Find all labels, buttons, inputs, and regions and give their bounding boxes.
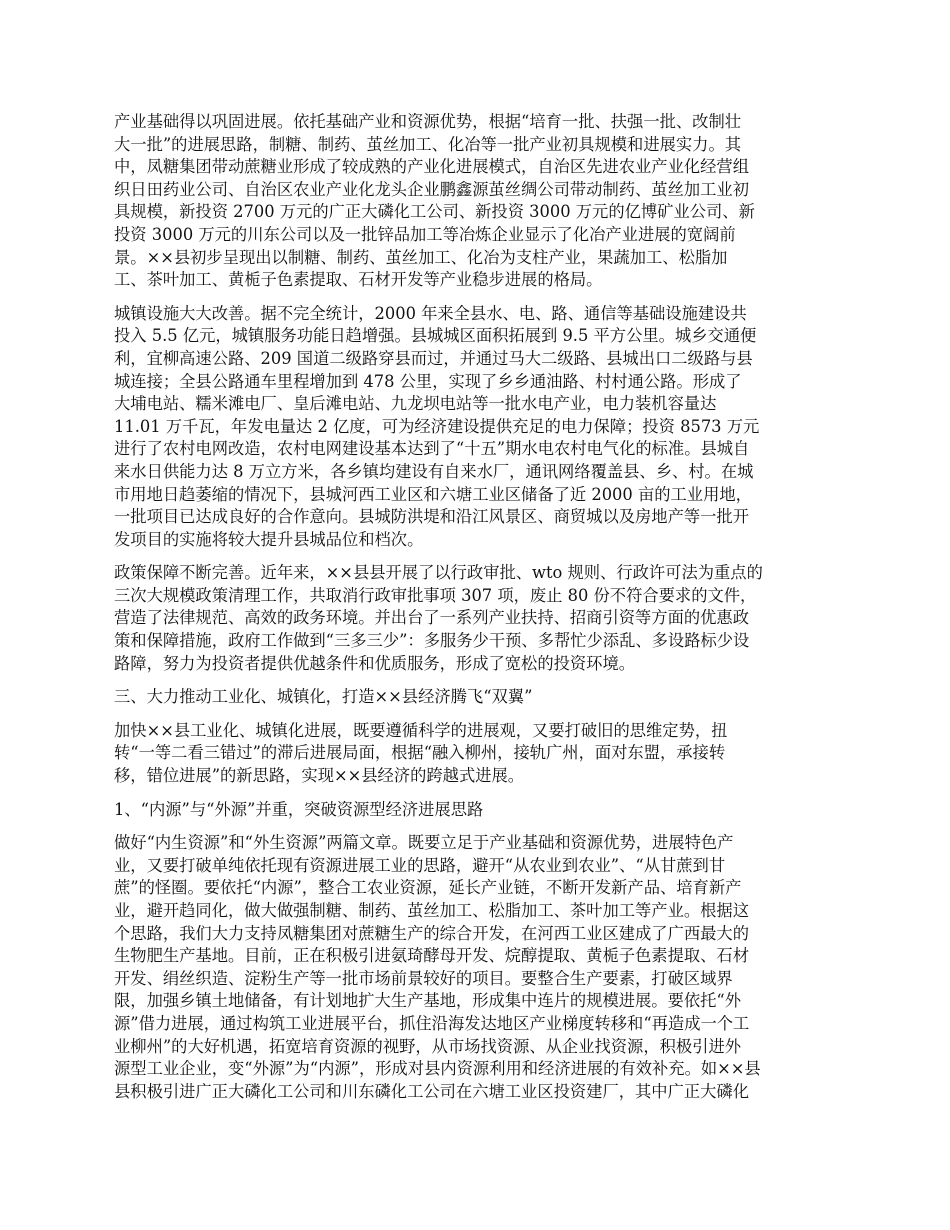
text-line: 营造了法律规范、高效的政务环境。并出台了一系列产业扶持、招商引资等方面的优惠政 [114, 608, 749, 628]
text-line: 三次大规模政策清理工作，共取消行政审批事项 307 项，废止 80 份不符合要求的文件， [114, 585, 757, 605]
text-line: 产业基础得以巩固进展。依托基础产业和资源优势，根据“培育一批、扶强一批、改制壮 [114, 112, 742, 131]
text-line: 工、茶叶加工、黄栀子色素提取、石材开发等产业稳步进展的格局。 [114, 270, 603, 290]
text-line: 大一批”的进展思路，制糖、制药、茧丝加工、化冶等一批产业初具规模和进展实力。其 [114, 134, 742, 154]
paragraph [114, 686, 842, 709]
text-line: 源”借力进展，通过构筑工业进展平台，抓住沿海发达地区产业梯度转移和“再造成一个工 [114, 1013, 750, 1033]
text-line: 织日田药业公司、自治区农业产业化龙头企业鹏鑫源茧丝绸公司带动制药、茧丝加工业初 [114, 179, 749, 199]
text-line: 做好“内生资源”和“外生资源”两篇文章。既要立足于产业基础和资源优势，进展特色产 [114, 833, 734, 853]
text-line: 蔗”的怪圈。要依托“内源”，整合工农业资源，延长产业链，不断开发新产品、培育新产 [114, 878, 742, 898]
text-line: 城镇设施大大改善。据不完全统计，2000 年来全县水、电、路、通信等基础设施建设共 [114, 303, 747, 323]
text-line: 加快××县工业化、城镇化进展，既要遵循科学的进展观，又要打破旧的思维定势，扭 [114, 720, 728, 740]
paragraph [114, 303, 842, 552]
text-line: 源型工业企业，变“外源”为“内源”，形成对县内资源利用和经济进展的有效补充。如××县 [114, 1059, 761, 1079]
text-line: 中，凤糖集团带动蔗糖业形成了较成熟的产业化进展模式，自治区先进农业产业化经营组 [114, 157, 749, 177]
text-line: 景。××县初步呈现出以制糖、制药、茧丝加工、化冶为支柱产业，果蔬加工、松脂加 [114, 247, 728, 267]
paragraph [114, 720, 842, 788]
paragraph [114, 832, 842, 1103]
text-line: 转“一等二看三错过”的滞后进展局面，根据“融入柳州，接轨广州，面对东盟，承接转 [114, 743, 726, 763]
text-line: 个思路，我们大力支持凤糖集团对蔗糖生产的综合开发，在河西工业区建成了广西最大的 [114, 923, 749, 943]
text-line: 业柳州”的大好机遇，拓宽培育资源的视野，从市场找资源、从企业找资源，积极引进外 [114, 1036, 742, 1056]
text-line: 业，避开趋同化，做大做强制糖、制药、茧丝加工、松脂加工、茶叶加工等产业。根据这 [114, 901, 749, 920]
text-line: 政策保障不断完善。近年来，××县县开展了以行政审批、wto 规则、行政许可法为重点的 [114, 563, 763, 583]
text-line: 业，又要打破单纯依托现有资源进展工业的思路，避开“从农业到农业”、“从甘蔗到甘 [114, 855, 726, 875]
text-line: 大埔电站、糯米滩电厂、皇后滩电站、九龙坝电站等一批水电产业，电力装机容量达 [114, 394, 717, 414]
text-line: 市用地日趋萎缩的情况下，县城河西工业区和六塘工业区储备了近 2000 亩的工业用地， [114, 484, 752, 504]
text-line: 进行了农村电网改造，农村电网建设基本达到了“十五”期水电农村电气化的标准。县城自 [114, 439, 750, 459]
paragraph [114, 562, 842, 675]
text-line: 投入 5.5 亿元，城镇服务功能日趋增强。县城城区面积拓展到 9.5 平方公里。城乡交通便 [114, 326, 757, 346]
text-line: 城连接；全县公路通车里程增加到 478 公里，实现了乡乡通油路、村村通公路。形成了 [114, 371, 742, 391]
text-line: 11.01 万千瓦，年发电量达 2 亿度，可为经济建设提供充足的电力保障；投资 8573 万元 [114, 416, 760, 436]
text-line: 策和保障措施，政府工作做到“三多三少”：多服务少干预、多帮忙少添乱、多设路标少设 [114, 631, 750, 651]
text-line: 利，宜柳高速公路、209 国道二级路穿县而过，并通过马大二级路、县城出口二级路与县 [114, 348, 753, 368]
text-line: 来水日供能力达 8 万立方米，各乡镇均建设有自来水厂，通讯网络覆盖县、乡、村。在城 [114, 461, 754, 481]
text-line: 发项目的实施将较大提升县城品位和档次。 [114, 529, 424, 549]
text-line: 移，错位进展”的新思路，实现××县经济的跨越式进展。 [114, 766, 525, 786]
text-line: 1、“内源”与“外源”并重，突破资源型经济进展思路 [114, 799, 484, 819]
paragraph [114, 111, 842, 292]
paragraph [114, 799, 842, 822]
text-line: 三、大力推动工业化、城镇化，打造××县经济腾飞“双翼” [114, 687, 533, 707]
text-line: 投资 3000 万元的川东公司以及一批锌品加工等冶炼企业显示了化冶产业进展的宽阔前 [114, 224, 736, 244]
text-line: 一批项目已达成良好的合作意向。县城防洪堤和沿江风景区、商贸城以及房地产等一批开 [114, 507, 749, 527]
text-line: 路障，努力为投资者提供优越条件和优质服务，形成了宽松的投资环境。 [114, 653, 636, 673]
text-line: 生物肥生产基地。目前，正在积极引进氨琦酵母开发、烷醇提取、黄栀子色素提取、石材 [114, 946, 749, 966]
text-line: 县积极引进广正大磷化工公司和川东磷化工公司在六塘工业区投资建厂，其中广正大磷化 [114, 1081, 749, 1101]
text-line: 具规模，新投资 2700 万元的广正大磷化工公司、新投资 3000 万元的亿博矿业公司、新 [114, 202, 755, 222]
text-line: 限，加强乡镇土地储备，有计划地扩大生产基地，形成集中连片的规模进展。要依托“外 [114, 991, 742, 1011]
document-body [114, 111, 842, 1114]
text-line: 开发、绢丝织造、淀粉生产等一批市场前景较好的项目。要整合生产要素，打破区域界 [114, 968, 733, 988]
